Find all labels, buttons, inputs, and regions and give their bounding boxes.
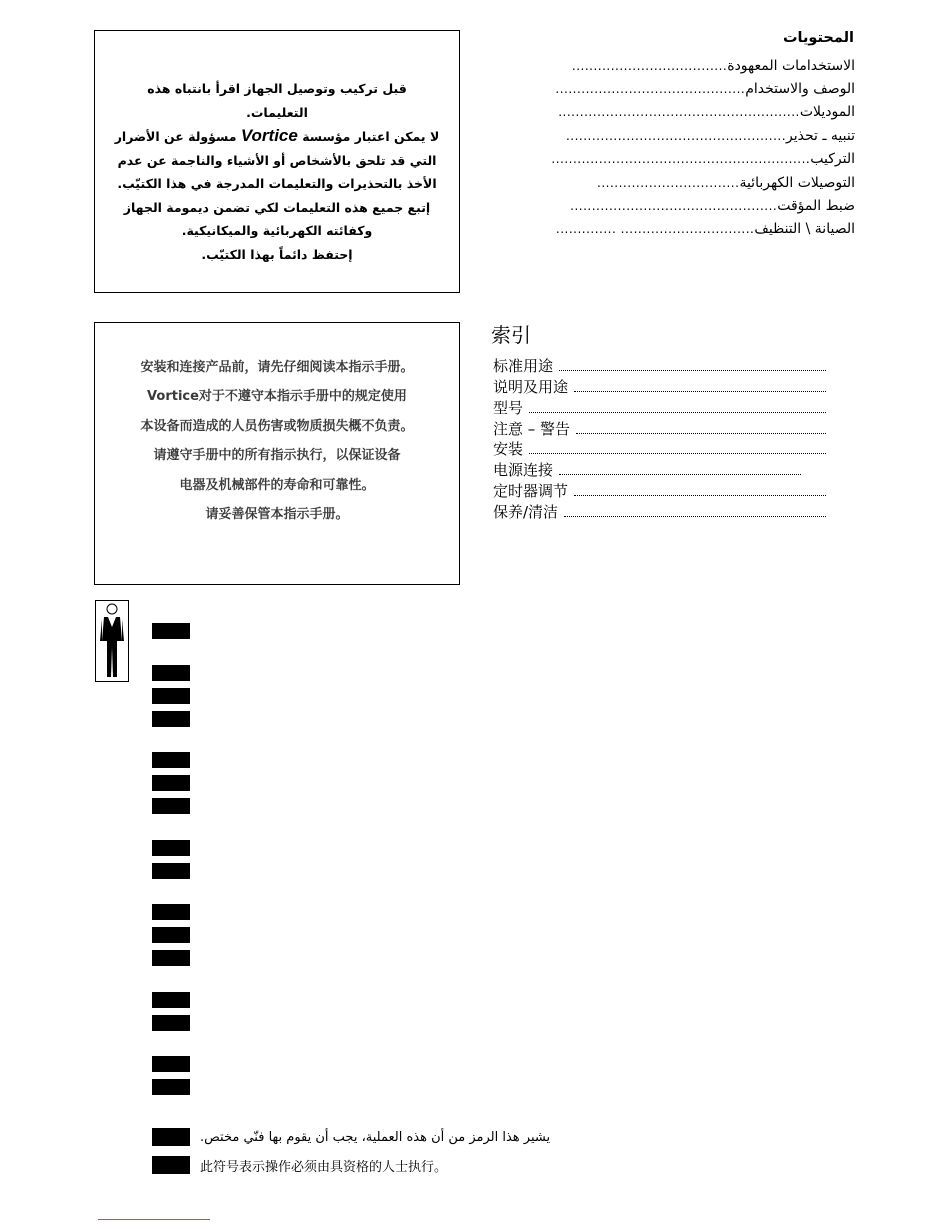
- chinese-toc-label: 定时器调节: [493, 482, 569, 501]
- toc-leader: .............. ...............................: [555, 222, 755, 237]
- arabic-toc: [500, 54, 855, 241]
- toc-leader: [574, 494, 826, 496]
- section-marker: [152, 1079, 190, 1095]
- chinese-toc-label: 保养/清洁: [493, 503, 559, 522]
- chinese-toc-item[interactable]: [493, 479, 826, 500]
- arabic-notice-line: التي قد تلحق بالأشخاص أو الأشياء والناجمة عن عدم: [117, 152, 437, 168]
- arabic-toc-item[interactable]: [500, 124, 855, 147]
- section-marker: [152, 798, 190, 814]
- arabic-toc-item[interactable]: [500, 77, 855, 100]
- arabic-toc-item[interactable]: [500, 148, 855, 171]
- section-marker: [152, 904, 190, 920]
- section-marker: [152, 775, 190, 791]
- chinese-toc-item[interactable]: [493, 438, 826, 459]
- section-marker: [152, 752, 190, 768]
- section-marker: [152, 927, 190, 943]
- toc-leader: ............................................: [555, 82, 746, 97]
- section-marker: [152, 840, 190, 856]
- section-marker: [152, 623, 190, 639]
- chinese-toc-item[interactable]: [493, 500, 826, 521]
- arabic-notice-line: قبل تركيب وتوصيل الجهاز اقرأ بانتباه هذه: [147, 81, 407, 96]
- toc-leader: .................................: [597, 175, 740, 190]
- section-marker: [152, 665, 190, 681]
- arabic-notice-suffix: مسؤولة عن الأضرار: [114, 129, 237, 144]
- symbol-note-text: 此符号表示操作必须由具资格的人士执行。: [200, 1159, 448, 1175]
- arabic-toc-item[interactable]: [500, 171, 855, 194]
- brand-name: Vortice: [240, 126, 298, 145]
- arabic-notice-line: إتبع جميع هذه التعليمات لكي تضمن ديمومة الجهاز: [123, 199, 431, 215]
- chinese-notice-box: [94, 322, 460, 585]
- chinese-toc-label: 型号: [493, 398, 524, 417]
- arabic-toc-label: ضبط المؤقت: [777, 198, 855, 215]
- section-marker: [152, 992, 190, 1008]
- section-marker: [152, 688, 190, 704]
- chinese-toc-item[interactable]: [493, 375, 826, 396]
- toc-leader: [574, 390, 826, 392]
- chinese-notice-line: 电器及机械部件的寿命和可靠性。: [179, 477, 375, 493]
- toc-leader: [559, 473, 801, 475]
- section-marker: [152, 1015, 190, 1031]
- arabic-notice-prefix: لا يمكن اعتبار مؤسسة: [302, 129, 440, 144]
- chinese-toc-label: 注意 – 警告: [493, 419, 571, 438]
- arabic-notice-line: الأخذ بالتحذيرات والتعليمات المدرجة في هذا الكتيّب.: [117, 176, 437, 191]
- chinese-toc-label: 标准用途: [493, 356, 554, 375]
- chinese-toc-label: 说明及用途: [493, 377, 569, 396]
- chinese-toc-item[interactable]: [493, 396, 826, 417]
- symbol-note-arabic: [152, 1123, 572, 1151]
- toc-leader: ...................................................: [565, 128, 787, 143]
- section-marker: [152, 1128, 190, 1146]
- section-marker: [152, 1056, 190, 1072]
- arabic-toc-item[interactable]: [500, 218, 855, 241]
- arabic-toc-label: الصيانة \ التنظيف: [754, 221, 855, 238]
- section-marker: [152, 863, 190, 879]
- toc-leader: ........................................................: [558, 105, 800, 120]
- chinese-notice-line: Vortice对于不遵守本指示手册中的规定使用: [147, 389, 407, 405]
- section-marker: [152, 1156, 190, 1174]
- chinese-toc-item[interactable]: [493, 417, 826, 438]
- arabic-notice-line: إحتفظ دائماً بهذا الكتيّب.: [201, 246, 353, 262]
- toc-leader: ............................................................: [551, 152, 811, 167]
- arabic-notice-line: وكفائته الكهربائية والميكانيكية.: [181, 223, 373, 238]
- section-marker: [152, 950, 190, 966]
- arabic-notice-line: التعليمات.: [246, 104, 308, 120]
- toc-leader: [576, 432, 826, 434]
- toc-leader: ....................................: [571, 58, 728, 73]
- technician-figure-icon: [96, 601, 128, 681]
- toc-leader: ................................................: [570, 199, 778, 214]
- arabic-toc-label: التركيب: [810, 151, 855, 168]
- chinese-toc-label: 电源连接: [493, 461, 554, 480]
- chinese-notice-line: 安装和连接产品前，请先仔细阅读本指示手册。: [140, 360, 414, 375]
- arabic-notice-box: [94, 30, 460, 293]
- arabic-toc-label: الوصف والاستخدام: [745, 81, 855, 98]
- arabic-toc-item[interactable]: [500, 194, 855, 217]
- symbol-note-text: يشير هذا الرمز من أن هذه العملية، يجب أن يقوم بها فنّي مختص.: [200, 1129, 551, 1145]
- technician-icon: [95, 600, 129, 682]
- arabic-toc-label: تنبيه ـ تحذير: [786, 127, 855, 144]
- footer-rule: [98, 1219, 210, 1220]
- toc-leader: [529, 411, 826, 413]
- symbol-note-chinese: [152, 1151, 572, 1179]
- section-marker: [152, 711, 190, 727]
- arabic-toc-item[interactable]: [500, 101, 855, 124]
- arabic-toc-label: الموديلات: [799, 104, 855, 121]
- symbol-notes: [152, 1123, 572, 1179]
- toc-leader: [529, 452, 826, 454]
- chinese-toc-item[interactable]: [493, 458, 826, 479]
- chinese-toc-title: 索引: [491, 323, 531, 347]
- chinese-notice-line: 本设备而造成的人员伤害或物质损失概不负责。: [140, 418, 414, 434]
- chinese-notice-text: [105, 353, 449, 529]
- arabic-toc-title: المحتويات: [782, 30, 854, 46]
- chinese-notice-line: 请遵守手册中的所有指示执行，以保证设备: [153, 448, 401, 464]
- arabic-toc-label: الاستخدامات المعهودة: [727, 57, 855, 74]
- chinese-toc-item[interactable]: [493, 354, 826, 375]
- toc-leader: [559, 369, 826, 371]
- chinese-toc: [493, 354, 826, 521]
- arabic-toc-label: التوصيلات الكهربائية: [739, 174, 855, 191]
- arabic-notice-line-brand: [113, 124, 441, 149]
- chinese-notice-line: 请妥善保管本指示手册。: [205, 506, 349, 522]
- arabic-notice-text: [113, 77, 441, 266]
- chinese-toc-label: 安装: [493, 440, 524, 459]
- toc-leader: [564, 515, 826, 517]
- arabic-toc-item[interactable]: [500, 54, 855, 77]
